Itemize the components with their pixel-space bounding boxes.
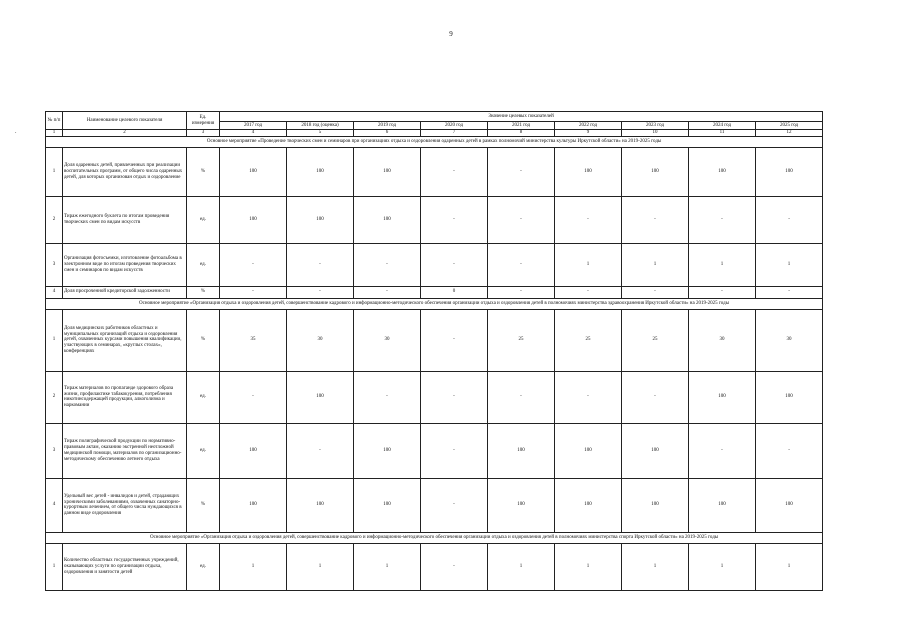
value-cell: 1 <box>220 543 287 590</box>
value-cell: - <box>622 286 689 298</box>
header-year: 2024 год <box>689 122 756 130</box>
value-cell: 100 <box>220 196 287 243</box>
row-number: 1 <box>46 543 63 590</box>
value-cell: 100 <box>287 478 354 532</box>
value-cell: 100 <box>287 371 354 423</box>
row-number: 1 <box>46 309 63 371</box>
header-row-col-numbers <box>46 130 823 137</box>
indicator-name: Количество областных государственных учреждений, оказывающих услуги по организации отдыха, оздоровления и занятости детей <box>63 543 187 590</box>
header-year: 2020 год <box>421 122 488 130</box>
table-row <box>46 423 823 478</box>
value-cell: - <box>689 286 756 298</box>
value-cell: - <box>287 423 354 478</box>
value-cell: - <box>488 286 555 298</box>
value-cell: 30 <box>354 309 421 371</box>
value-cell: - <box>622 196 689 243</box>
value-cell: 100 <box>555 147 622 196</box>
value-cell: 1 <box>756 543 823 590</box>
unit-cell: % <box>187 147 220 196</box>
value-cell: - <box>488 371 555 423</box>
indicator-name: Организация фотосъемки, изготовление фотоальбома в электронном виде по итогам проведения творческих смен и семинаров по видам искусств <box>63 243 187 286</box>
indicator-name: Тираж ежегодного буклета по итогам проведения творческих смен по видам искусств <box>63 196 187 243</box>
indicator-name: Удельный вес детей - инвалидов и детей, страдающих хроническими заболеваниями, охваченных санаторно-курортным лечением, от общего числа нуждающихся в данном виде оздоровления <box>63 478 187 532</box>
value-cell: - <box>689 423 756 478</box>
unit-cell: ед. <box>187 243 220 286</box>
row-number: 3 <box>46 423 63 478</box>
value-cell: - <box>220 243 287 286</box>
value-cell: 1 <box>689 243 756 286</box>
table-row <box>46 286 823 298</box>
value-cell: 30 <box>287 309 354 371</box>
header-year: 2019 год <box>354 122 421 130</box>
header-indicator: Наименование целевого показателя <box>63 112 187 130</box>
header-unit: Ед. измерения <box>187 112 220 130</box>
unit-cell: % <box>187 478 220 532</box>
value-cell: 100 <box>354 147 421 196</box>
row-number: 1 <box>46 147 63 196</box>
section-header-row <box>46 136 823 147</box>
value-cell: - <box>287 243 354 286</box>
value-cell: 100 <box>220 478 287 532</box>
value-cell: - <box>555 286 622 298</box>
table-row <box>46 543 823 590</box>
table-row <box>46 147 823 196</box>
value-cell: - <box>488 147 555 196</box>
value-cell: 100 <box>287 196 354 243</box>
row-number: 4 <box>46 478 63 532</box>
value-cell: 30 <box>756 309 823 371</box>
value-cell: 100 <box>756 147 823 196</box>
value-cell: - <box>421 478 488 532</box>
value-cell: - <box>421 543 488 590</box>
value-cell: 1 <box>287 543 354 590</box>
header-year: 2021 год <box>488 122 555 130</box>
value-cell: 25 <box>555 309 622 371</box>
value-cell: 100 <box>622 423 689 478</box>
row-number: 4 <box>46 286 63 298</box>
value-cell: 0 <box>421 286 488 298</box>
col-number: 4 <box>220 130 287 137</box>
unit-cell: ед. <box>187 543 220 590</box>
col-number: 2 <box>63 130 187 137</box>
value-cell: - <box>421 309 488 371</box>
section-header-row <box>46 298 823 309</box>
unit-cell: % <box>187 286 220 298</box>
value-cell: - <box>354 286 421 298</box>
value-cell: - <box>555 371 622 423</box>
value-cell: - <box>287 286 354 298</box>
value-cell: - <box>488 196 555 243</box>
unit-cell: % <box>187 309 220 371</box>
value-cell: - <box>488 243 555 286</box>
value-cell: - <box>756 196 823 243</box>
value-cell: - <box>421 423 488 478</box>
indicator-name: Тираж полиграфической продукции по нормативно-правовым актам, оказанию экстренной неотложной медицинской помощи, материалов по организационно-методическому обеспечению летнего отдыха <box>63 423 187 478</box>
value-cell: - <box>421 147 488 196</box>
value-cell: 100 <box>622 147 689 196</box>
value-cell: 100 <box>756 478 823 532</box>
value-cell: 100 <box>689 478 756 532</box>
section-title: Основное мероприятие «Проведение творческих смен и семинаров при организациях отдыха и оздоровления одаренных детей в рамках полномочий министерства культуры Иркутской области» на 2019-2025 годы <box>46 136 823 147</box>
indicator-name: Доля просроченной кредиторской задолженности <box>63 286 187 298</box>
header-row-1 <box>46 112 823 122</box>
section-title: Основное мероприятие «Организация отдыха и оздоровления детей, совершенствование кадрового и информационно-методического обеспечения организации отдыха и оздоровления детей в полномочиях министерства спорта Иркутской области» на 2019-2025 годы <box>46 532 823 543</box>
value-cell: - <box>354 371 421 423</box>
value-cell: 1 <box>488 543 555 590</box>
unit-cell: ед. <box>187 371 220 423</box>
value-cell: 100 <box>756 371 823 423</box>
value-cell: 100 <box>555 478 622 532</box>
row-number: 3 <box>46 243 63 286</box>
value-cell: 100 <box>354 423 421 478</box>
target-indicators-table <box>45 111 823 591</box>
col-number: 12 <box>756 130 823 137</box>
value-cell: 100 <box>220 423 287 478</box>
value-cell: - <box>220 286 287 298</box>
indicator-name: Тираж материалов по пропаганде здорового образа жизни, профилактике табакокурения, потребления никотинсодержащей продукции, алкоголизма и наркомании <box>63 371 187 423</box>
table-row <box>46 371 823 423</box>
row-number: 2 <box>46 196 63 243</box>
value-cell: 35 <box>220 309 287 371</box>
value-cell: - <box>220 371 287 423</box>
col-number: 10 <box>622 130 689 137</box>
header-values-group: Значение целевых показателей <box>220 112 823 122</box>
value-cell: 30 <box>689 309 756 371</box>
header-year: 2022 год <box>555 122 622 130</box>
value-cell: - <box>756 423 823 478</box>
value-cell: 1 <box>689 543 756 590</box>
value-cell: 100 <box>488 478 555 532</box>
header-year: 2018 год (оценка) <box>287 122 354 130</box>
value-cell: 100 <box>555 423 622 478</box>
col-number: 6 <box>354 130 421 137</box>
value-cell: 1 <box>756 243 823 286</box>
value-cell: 1 <box>622 543 689 590</box>
value-cell: 1 <box>354 543 421 590</box>
page-number: 9 <box>449 30 453 38</box>
value-cell: 100 <box>354 478 421 532</box>
value-cell: - <box>622 371 689 423</box>
value-cell: 100 <box>622 478 689 532</box>
value-cell: 25 <box>488 309 555 371</box>
header-year: 2017 год <box>220 122 287 130</box>
value-cell: - <box>421 196 488 243</box>
header-year: 2025 год <box>756 122 823 130</box>
value-cell: - <box>555 196 622 243</box>
table-row <box>46 309 823 371</box>
section-header-row <box>46 532 823 543</box>
row-number: 2 <box>46 371 63 423</box>
value-cell: 100 <box>689 371 756 423</box>
table-row <box>46 243 823 286</box>
value-cell: 100 <box>220 147 287 196</box>
indicator-name: Доля медицинских работников областных и муниципальных организаций отдыха и оздоровления детей, охваченных курсами повышения квалификации, участвующих в семинарах, «круглых столах», конференциях <box>63 309 187 371</box>
value-cell: - <box>421 371 488 423</box>
table-row <box>46 478 823 532</box>
value-cell: 100 <box>287 147 354 196</box>
value-cell: - <box>756 286 823 298</box>
unit-cell: ед. <box>187 423 220 478</box>
table-row <box>46 196 823 243</box>
col-number: 3 <box>187 130 220 137</box>
value-cell: 1 <box>555 543 622 590</box>
col-number: 1 <box>46 130 63 137</box>
unit-cell: ед. <box>187 196 220 243</box>
value-cell: - <box>421 243 488 286</box>
col-number: 11 <box>689 130 756 137</box>
section-title: Основное мероприятие «Организация отдыха и оздоровления детей, совершенствование кадрового и информационно-методического обеспечения организации отдыха и оздоровления детей в полномочиях министерства здравоохранения Иркутской области» на 2019-2025 годы <box>46 298 823 309</box>
col-number: 9 <box>555 130 622 137</box>
value-cell: 25 <box>622 309 689 371</box>
value-cell: 100 <box>689 147 756 196</box>
col-number: 8 <box>488 130 555 137</box>
stray-mark: . <box>15 129 17 135</box>
value-cell: 1 <box>555 243 622 286</box>
value-cell: - <box>689 196 756 243</box>
value-cell: 1 <box>622 243 689 286</box>
col-number: 7 <box>421 130 488 137</box>
header-year: 2023 год <box>622 122 689 130</box>
col-number: 5 <box>287 130 354 137</box>
value-cell: 100 <box>354 196 421 243</box>
indicator-name: Доля одаренных детей, привлеченных при реализации воспитательных программ, от общего числа одаренных детей, для которых организован отдых и оздоровление <box>63 147 187 196</box>
value-cell: - <box>354 243 421 286</box>
value-cell: 100 <box>488 423 555 478</box>
header-num: № п/п <box>46 112 63 130</box>
